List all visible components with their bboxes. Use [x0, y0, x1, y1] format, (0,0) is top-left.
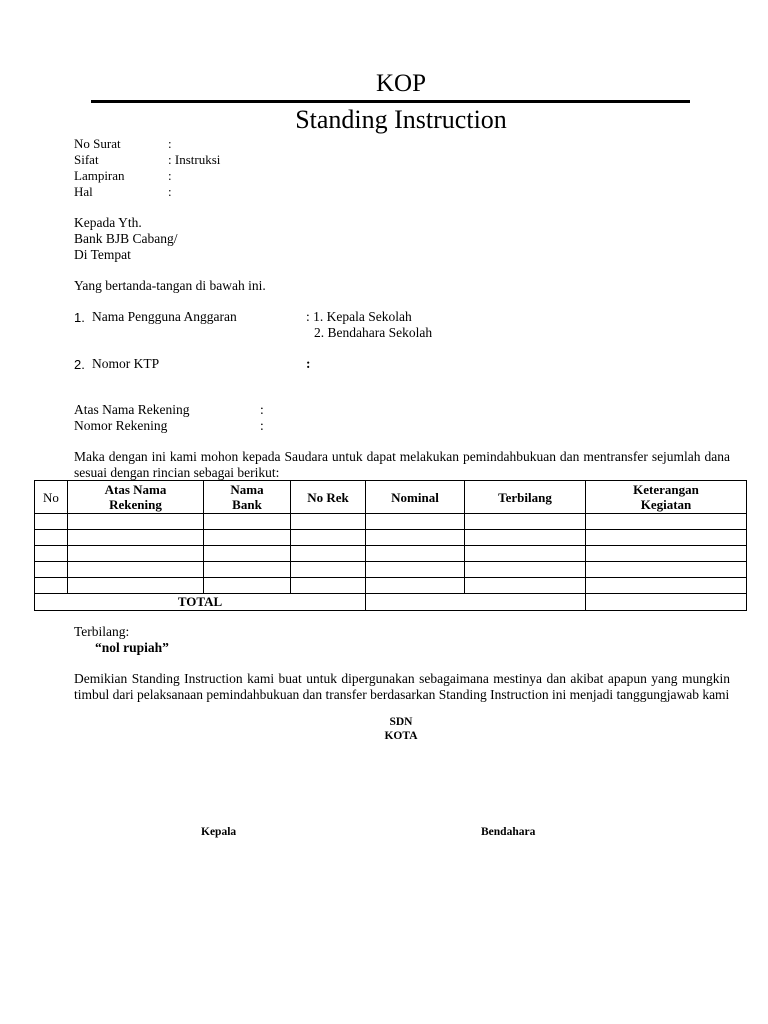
header-atas-nama — [68, 481, 204, 514]
table-cell — [204, 530, 291, 546]
table-cell — [586, 562, 747, 578]
item-2-colon: : — [306, 356, 311, 371]
table-cell — [465, 546, 586, 562]
header-divider — [91, 100, 690, 103]
account-number-label: Nomor Rekening — [74, 418, 168, 433]
table-row — [35, 530, 747, 546]
meta-label-hal: Hal — [74, 184, 93, 199]
table-cell — [291, 530, 366, 546]
table-cell — [35, 578, 68, 594]
total-nominal-cell — [366, 594, 586, 611]
terbilang-label: Terbilang: — [74, 624, 130, 639]
table-cell — [68, 562, 204, 578]
header-atas-nama-line-1: Atas Nama — [104, 482, 167, 497]
item-2-label: Nomor KTP — [92, 356, 160, 371]
meta-value-lampiran: : — [168, 168, 172, 183]
recipient-line-1: Kepada Yth. — [74, 215, 142, 230]
meta-value-sifat: : Instruksi — [168, 152, 221, 167]
table-cell — [366, 562, 465, 578]
table-cell — [68, 530, 204, 546]
table-row — [35, 562, 747, 578]
transfer-table — [34, 480, 747, 611]
item-1-number: 1. — [74, 310, 85, 325]
header-no-rek: No Rek — [291, 481, 366, 514]
header-keterangan-line-1: Keterangan — [633, 482, 699, 497]
table-cell — [366, 578, 465, 594]
closing-paragraph: Demikian Standing Instruction kami buat untuk dipergunakan sebagaimana mestinya dan akibat apapun yang mungkin timbul dari pelaksanaan pemindahbukuan dan transfer berdasarkan Standing Instruction ini menjadi tanggungjawab kami — [74, 671, 730, 702]
header-nama-bank — [204, 481, 291, 514]
table-cell — [586, 546, 747, 562]
table-cell — [291, 514, 366, 530]
recipient-line-2: Bank BJB Cabang/ — [74, 231, 178, 246]
meta-value-no-surat: : — [168, 136, 172, 151]
table-cell — [204, 578, 291, 594]
header-atas-nama-line-2: Rekening — [109, 497, 162, 512]
header-nama-bank-line-1: Nama — [230, 482, 264, 497]
school-name-line-2: KOTA — [384, 730, 418, 742]
item-1-value-2: 2. Bendahara Sekolah — [314, 325, 433, 340]
table-cell — [204, 562, 291, 578]
table-cell — [291, 546, 366, 562]
meta-label-no-surat: No Surat — [74, 136, 121, 151]
table-cell — [465, 514, 586, 530]
signature-bendahara: Bendahara — [481, 826, 536, 838]
table-cell — [291, 578, 366, 594]
table-cell — [68, 514, 204, 530]
header-nama-bank-line-2: Bank — [232, 497, 262, 512]
table-cell — [68, 578, 204, 594]
meta-value-hal: : — [168, 184, 172, 199]
meta-label-lampiran: Lampiran — [74, 168, 125, 183]
request-paragraph: Maka dengan ini kami mohon kepada Saudara untuk dapat melakukan pemindahbukuan dan mentransfer sejumlah dana sesuai dengan rincian sebagai berikut: — [74, 449, 730, 480]
document-title: Standing Instruction — [295, 105, 507, 134]
table-cell — [366, 530, 465, 546]
table-cell — [68, 546, 204, 562]
header-no: No — [35, 481, 68, 514]
table-row — [35, 514, 747, 530]
table-cell — [366, 514, 465, 530]
item-2-number: 2. — [74, 357, 85, 372]
table-cell — [35, 562, 68, 578]
account-name-label: Atas Nama Rekening — [74, 402, 190, 417]
table-cell — [465, 578, 586, 594]
table-cell — [586, 578, 747, 594]
table-header-row — [35, 481, 747, 514]
table-row — [35, 546, 747, 562]
total-keterangan-cell — [586, 594, 747, 611]
school-name-line-1: SDN — [389, 716, 413, 728]
table-cell — [291, 562, 366, 578]
table-cell — [366, 546, 465, 562]
table-row — [35, 578, 747, 594]
header-nominal: Nominal — [366, 481, 465, 514]
terbilang-value: “nol rupiah” — [95, 640, 169, 655]
account-name-colon: : — [260, 402, 264, 417]
meta-label-sifat: Sifat — [74, 152, 99, 167]
signature-kepala: Kepala — [201, 826, 237, 838]
intro-text: Yang bertanda-tangan di bawah ini. — [74, 278, 266, 293]
table-cell — [586, 514, 747, 530]
total-label: TOTAL — [35, 594, 366, 611]
table-cell — [204, 514, 291, 530]
table-cell — [465, 562, 586, 578]
table-cell — [35, 514, 68, 530]
header-keterangan-line-2: Kegiatan — [640, 497, 692, 512]
item-1-value-1: : 1. Kepala Sekolah — [306, 309, 412, 324]
table-cell — [465, 530, 586, 546]
kop-heading: KOP — [375, 70, 426, 97]
header-keterangan — [586, 481, 747, 514]
item-1-label: Nama Pengguna Anggaran — [92, 309, 237, 324]
recipient-line-3: Di Tempat — [74, 247, 131, 262]
table-cell — [35, 530, 68, 546]
account-number-colon: : — [260, 418, 264, 433]
header-terbilang: Terbilang — [465, 481, 586, 514]
table-cell — [204, 546, 291, 562]
table-cell — [35, 546, 68, 562]
table-total-row — [35, 594, 747, 611]
table-cell — [586, 530, 747, 546]
